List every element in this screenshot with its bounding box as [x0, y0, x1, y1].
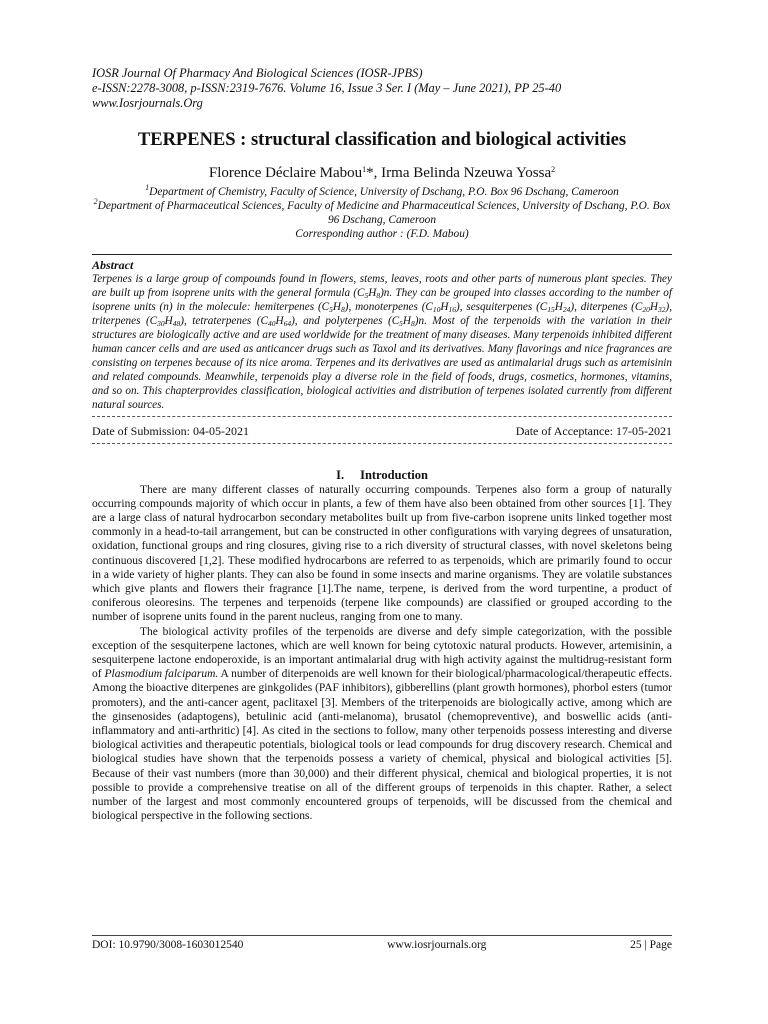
introduction-body: [92, 483, 672, 824]
footer-website: www.iosrjournals.org: [387, 939, 487, 951]
species-name: Plasmodium falciparum.: [104, 668, 219, 681]
section-heading: [92, 468, 672, 483]
author-2-affil: 2: [551, 164, 556, 174]
author-1-mark: *,: [366, 164, 382, 181]
author-1: Florence Déclaire Mabou: [208, 164, 363, 181]
affiliation-1-text: Department of Chemistry, Faculty of Science, University of Dschang, P.O. Box 96 Dschang, Cameroon: [149, 185, 619, 198]
corresponding-author: Corresponding author : (F.D. Mabou): [295, 227, 469, 240]
affiliation-1: [92, 182, 672, 199]
journal-issn: e-ISSN:2278-3008, p-ISSN:2319-7676. Volume 16, Issue 3 Ser. I (May – June 2021), PP 25-40: [92, 81, 562, 96]
date-of-submission: Date of Submission: 04-05-2021: [92, 423, 249, 438]
author-1-affil: 1: [362, 164, 367, 174]
section-number: I.: [336, 467, 345, 482]
section-title: Introduction: [360, 467, 428, 482]
footer-rule: [92, 935, 672, 936]
affiliations: [92, 182, 672, 241]
affiliation-1-number: 1: [145, 182, 150, 192]
submission-dates: [92, 424, 672, 439]
abstract-heading: Abstract: [92, 257, 134, 272]
paper-page: [92, 66, 672, 823]
dashed-separator-bottom: [92, 443, 672, 444]
affiliation-2-text: Department of Pharmaceutical Sciences, Faculty of Medicine and Pharmaceutical Sciences, University of Dschang, P.O. Box 96 Dschang, Cameroon: [97, 199, 671, 226]
page-footer: [92, 938, 672, 952]
journal-header: [92, 66, 672, 112]
date-of-acceptance: Date of Acceptance: 17-05-2021: [515, 423, 672, 438]
paper-title: TERPENES : structural classification and biological activities: [137, 129, 627, 150]
author-list: [92, 164, 672, 182]
journal-name: IOSR Journal Of Pharmacy And Biological Sciences (IOSR-JPBS): [92, 66, 423, 80]
abstract-rule: [92, 254, 672, 255]
footer-doi: DOI: 10.9790/3008-1603012540: [92, 939, 244, 951]
footer-page-number: 25 | Page: [630, 939, 672, 951]
journal-website: www.Iosrjournals.Org: [92, 96, 203, 111]
abstract-text: Terpenes is a large group of compounds found in flowers, stems, leaves, roots and other parts of numerous plant species. They are built up from isoprene units with the general formula $(C_5H_8)n$. They can be grouped into classes according to the number of isoprene units (n) in the molecule: hemiterpenes $(C_5H_8)$, monoterpenes $(C_{10}H_{16})$, sesquiterpenes $(C_{15}H_{24})$, diterpenes $(C_{20}H_{32})$, triterpenes $(C_{30}H_{48})$, tetraterpenes $(C_{40}H_{64})$, and polyterpenes $(C_5H_8)n$. Most of the terpenoids with the variation in their structures are biologically active and are used worldwide for the treatment of many diseases. Many terpenoids inhibited different human cancer cells and are used as anticancer drugs such as Taxol and its derivatives. Many flavorings and nice fragrances are consisting on terpenes because of its nice aroma. Terpenes and its derivatives are used as antimalarial drugs such as artemisinin and related compounds. Meanwhile, terpenoids play a diverse role in the field of foods, drugs, cosmetics, hormones, vitamins, and so on. This chapterprovides classification, biological activities and distribution of terpenes isolated currently from different natural sources.: [92, 272, 672, 411]
dashed-separator-top: [92, 416, 672, 417]
author-2: Irma Belinda Nzeuwa Yossa: [381, 164, 552, 181]
affiliation-2-number: 2: [93, 196, 98, 206]
paragraph-1: There are many different classes of naturally occurring compounds. Terpenes also form a group of naturally occurring compounds majority of which occur in plants, a few of them have also been obtained from other sources [1]. They are a large class of natural hydrocarbon secondary metabolites built up from five-carbon isoprene units linked together most commonly in a head-to-tail arrangement, but can be constructed in other configurations with varying degrees of unsaturation, oxidation, functional groups and ring closures, giving rise to a rich diversity of structural classes, with novel skeletons being continuous discovered [1,2]. These modified hydrocarbons are referred to as terpenoids, which are primarily found to occur in a wide variety of higher plants. They can also be found in some insects and marine organisms. They are volatile substances which give plants and flowers their fragrance [1].The name, terpene, is derived from the word turpentine, a product of coniferous oleoresins. The terpenes and terpenoids (terpene like compounds) are classified or grouped according to the number of isoprene units found in the parent nucleus, ranging from one to many.: [92, 483, 672, 624]
paragraph-2: The biological activity profiles of the terpenoids are diverse and defy simple categorization, with the possible exception of the sesquiterpene lactones, which are well known for being cytotoxic natural products. However, artemisinin, a sesquiterpene lactone endoperoxide, is an important antimalarial drug with high activity against the multidrug-resistant form of Plasmodium falciparum. A number of diterpenoids are well known for their biological/pharmacological/therapeutic effects. Among the bioactive diterpenes are ginkgolides (PAF inhibitors), gibberellins (plant growth hormones), phorbol esters (tumor promoters), and the anti-cancer agent, paclitaxel [3]. Members of the triterpenoids are biologically active, among which are the ginsenosides (adaptogens), betulinic acid (anti-melanoma), brusatol (chemopreventive), and boswellic acids (anti-inflammatory and anti-arthritic) [4]. As cited in the sections to follow, many other terpenoids possess interesting and diverse biological activities and therapeutic potentials, biological tools or lead compounds for drug discovery research. Chemical and biological studies have shown that the terpenoids possess a variety of chemical, physical and biological activities [5]. Because of their vast numbers (more than 30,000) and their different physical, chemical and biological properties, it is not possible to provide a comprehensive treatise on all of the different groups of terpenoids in this chapter. Rather, a select number of the largest and most commonly encountered groups of terpenoids, will be discussed from the chemical and biological perspective in the following sections.: [92, 625, 672, 823]
affiliation-2: [92, 196, 672, 227]
